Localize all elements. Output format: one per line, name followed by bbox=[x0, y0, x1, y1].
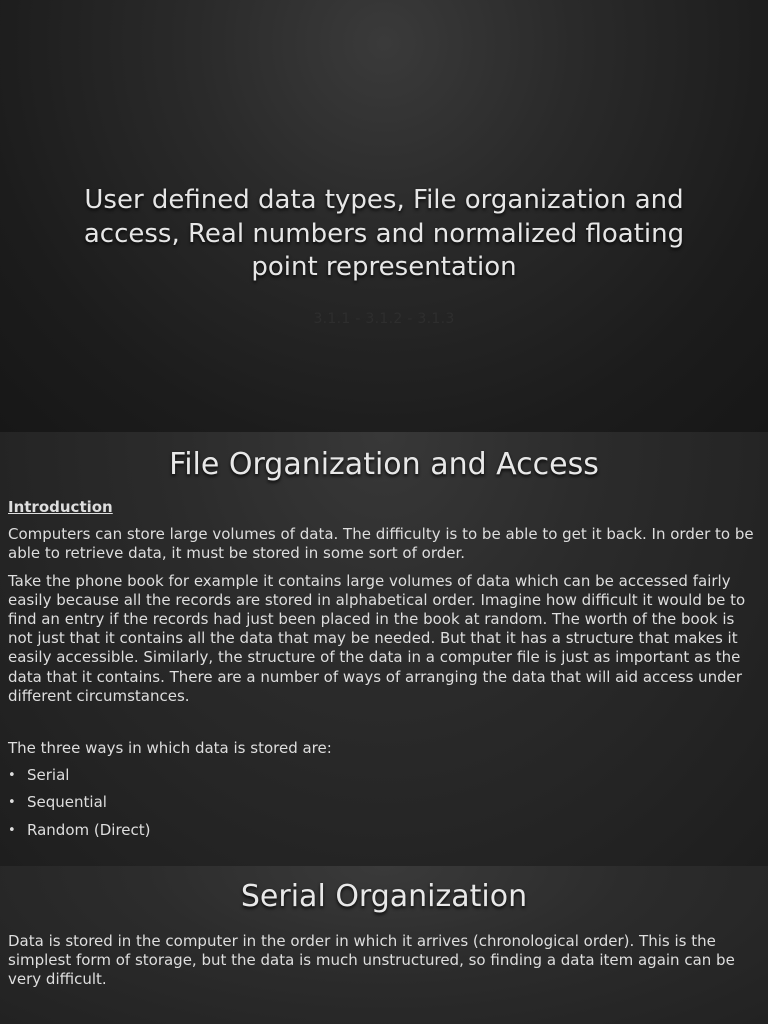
slide-content bbox=[8, 932, 760, 998]
intro-paragraph: Computers can store large volumes of data. The difficulty is to be able to get it back. In order to be able to retrieve data, it must be stored in some sort of order. bbox=[8, 525, 754, 563]
serial-organization-slide bbox=[0, 866, 768, 1024]
slide-title: File Organization and Access bbox=[169, 447, 599, 482]
presentation-subtitle: 3.1.1 - 3.1.2 - 3.1.3 bbox=[313, 311, 455, 327]
introduction-heading: Introduction bbox=[8, 498, 113, 516]
serial-paragraph: Data is stored in the computer in the order in which it arrives (chronological order). This is the simplest form of storage, but the data is much unstructured, so finding a data item again can be very difficult. bbox=[8, 932, 735, 989]
ways-intro-text: The three ways in which data is stored are: bbox=[8, 739, 332, 758]
phone-book-paragraph: Take the phone book for example it contains large volumes of data which can be accessed fairly easily because all the records are stored in alphabetical order. Imagine how difficult it would be to find an entry if the records had just been placed in the book at random. The worth of the book is not just that it contains all the data that may be needed. But that it has a structure that makes it easily accessible. Similarly, the structure of the data in a computer file is just as important as the data that it contains. There are a number of ways of arranging the data that will aid access under different circumstances. bbox=[8, 571, 746, 705]
slide-title: Serial Organization bbox=[240, 879, 528, 914]
presentation-title: User defined data types, File organization and access, Real numbers and normalized floating point representation bbox=[83, 185, 685, 282]
storage-ways-list bbox=[8, 766, 760, 840]
bullet-icon: • bbox=[8, 822, 16, 838]
bullet-icon: • bbox=[8, 795, 16, 811]
title-slide bbox=[0, 0, 768, 432]
list-item bbox=[8, 766, 760, 785]
file-organization-slide bbox=[0, 432, 768, 866]
list-item-label: Sequential bbox=[27, 793, 107, 812]
bullet-icon: • bbox=[8, 768, 16, 784]
list-item bbox=[8, 821, 760, 840]
list-item-label: Serial bbox=[27, 766, 70, 785]
list-item bbox=[8, 793, 760, 812]
spacer bbox=[8, 714, 760, 739]
slide-content bbox=[8, 498, 760, 848]
list-item-label: Random (Direct) bbox=[27, 820, 151, 839]
